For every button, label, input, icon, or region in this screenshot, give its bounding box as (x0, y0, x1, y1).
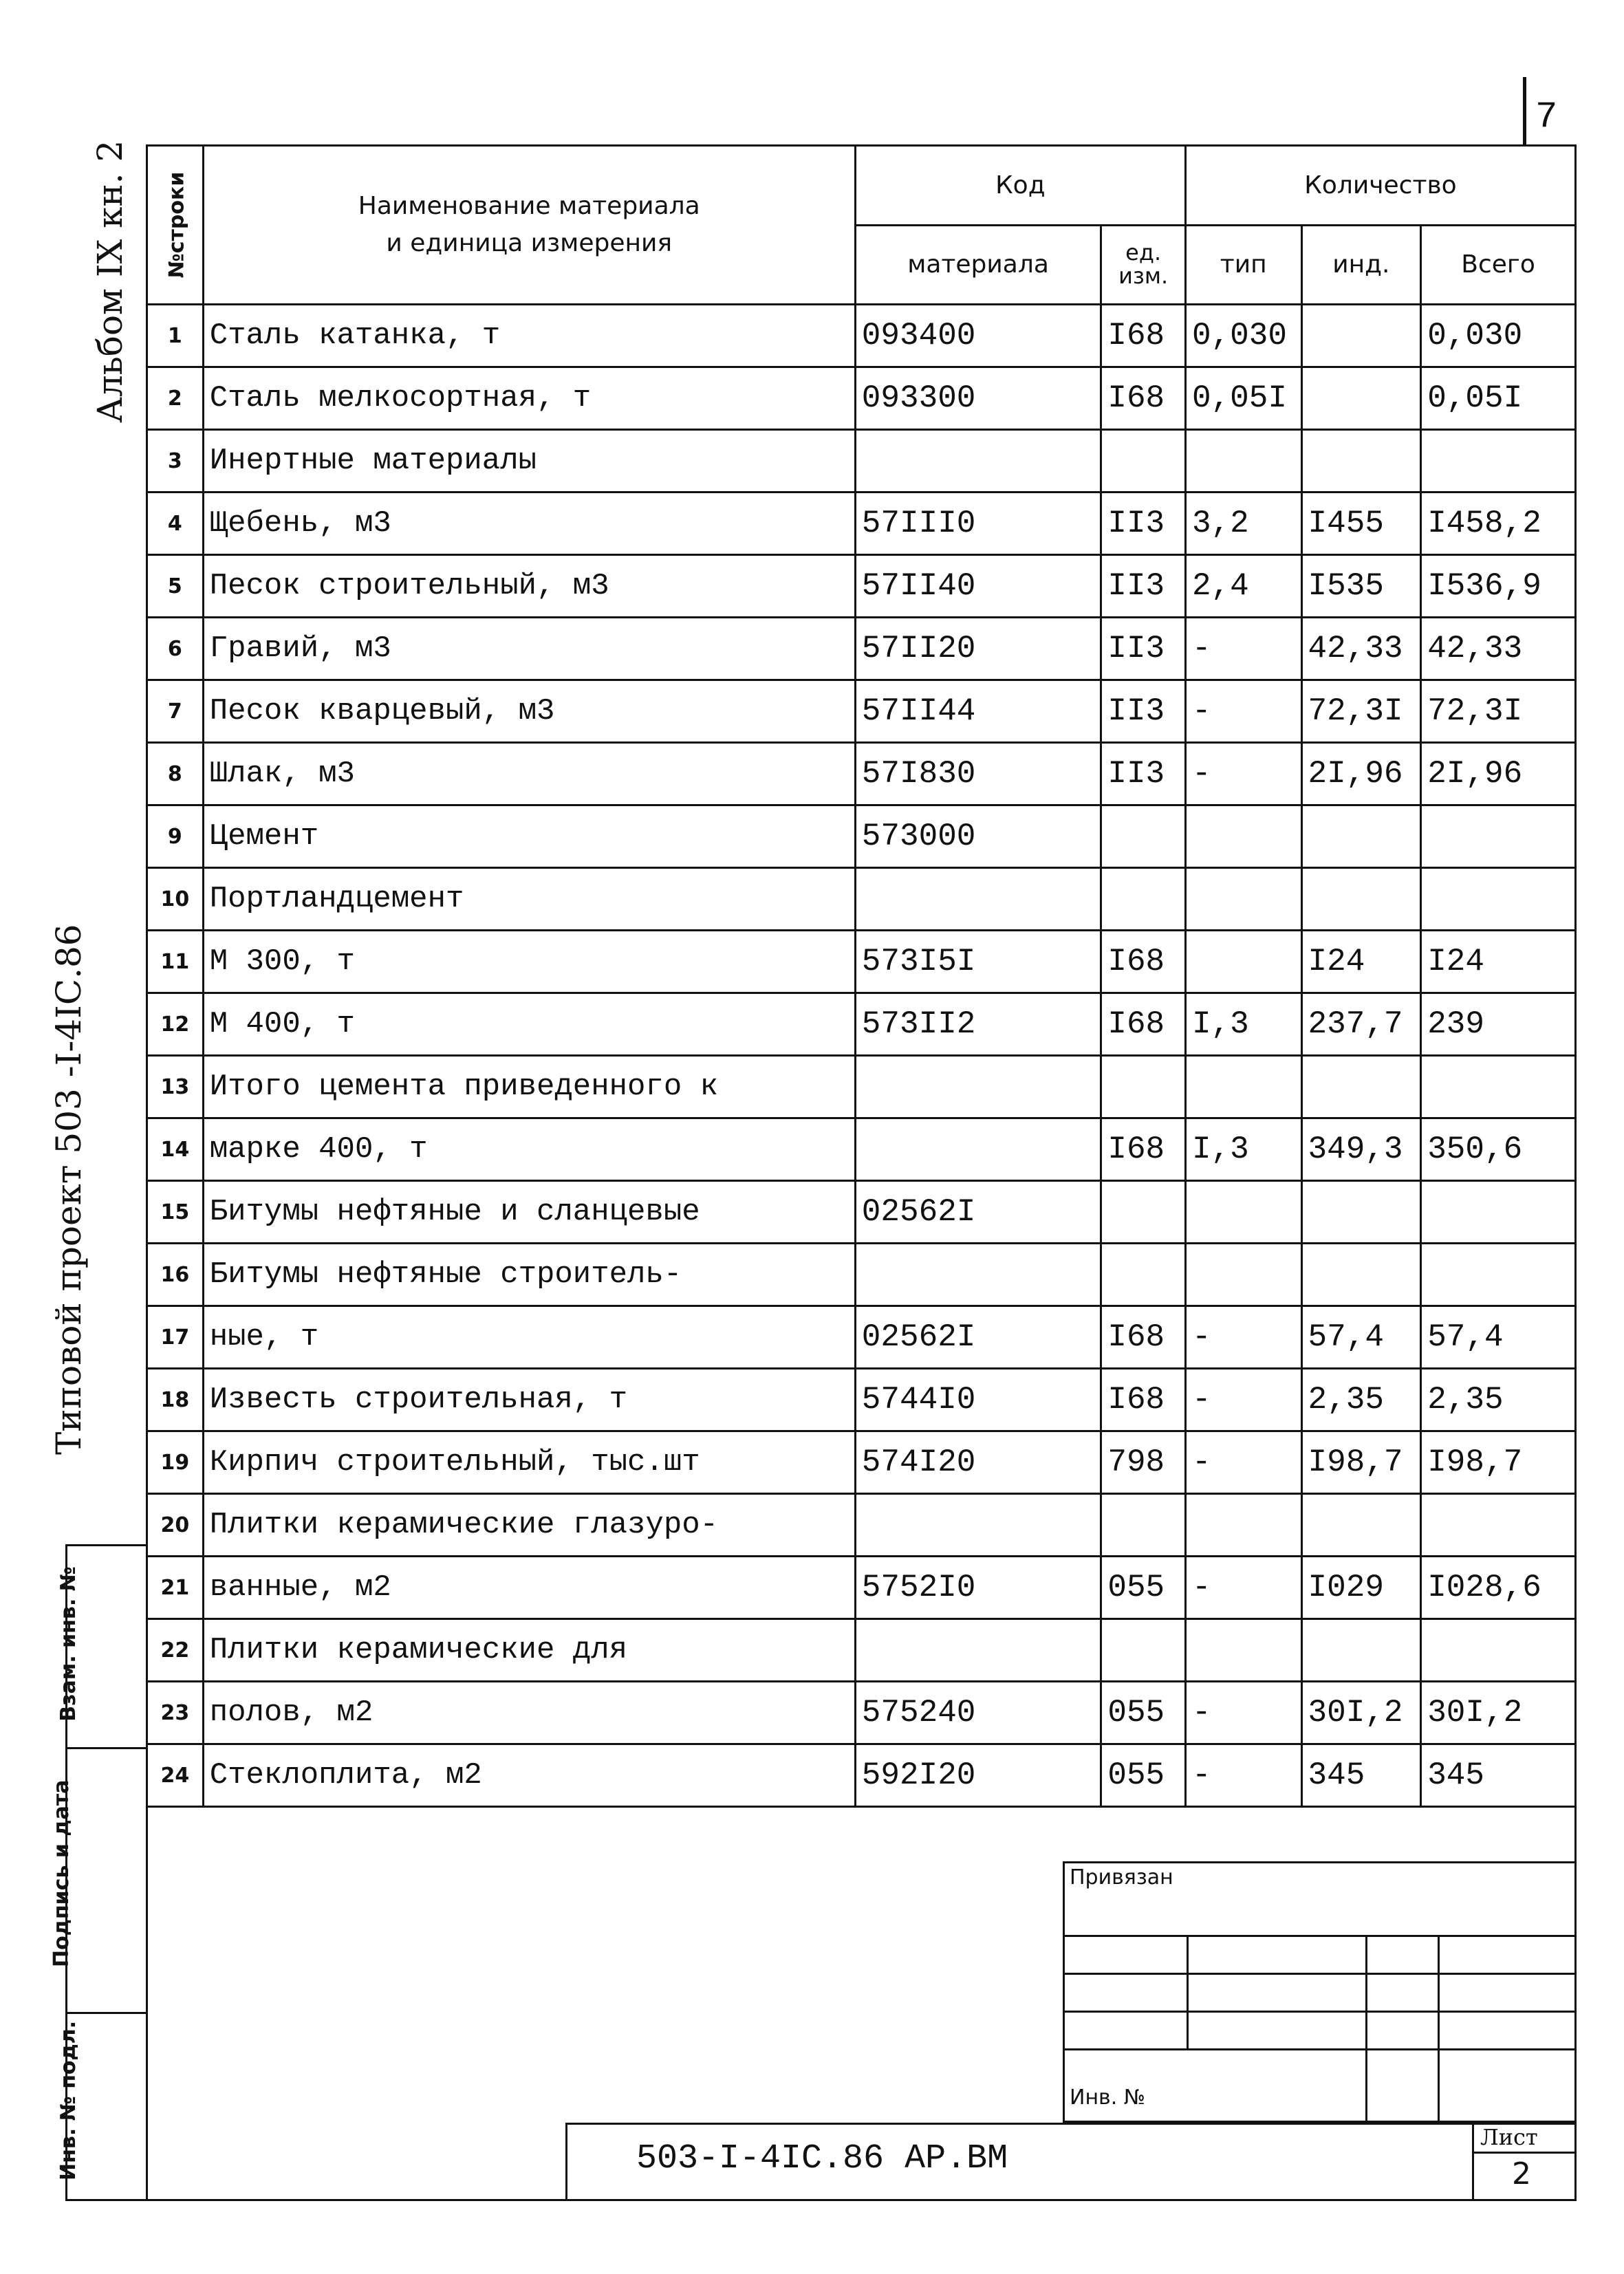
cell-n: 14 (147, 1118, 204, 1181)
table-row (147, 1369, 1576, 1431)
cell-name: М 400, т (203, 993, 855, 1056)
cell-unit: II3 (1101, 555, 1186, 618)
cell-unit (1101, 1619, 1186, 1682)
table-row (147, 1619, 1576, 1682)
cell-unit: I68 (1101, 1306, 1186, 1369)
cell-name: Сталь катанка, т (203, 305, 855, 367)
cell-tip: 3,2 (1185, 492, 1301, 555)
cell-n: 22 (147, 1619, 204, 1682)
cell-tip (1185, 1619, 1301, 1682)
cell-unit (1101, 1494, 1186, 1557)
cell-code: 57II44 (855, 680, 1101, 743)
stamp-divider-2 (65, 2012, 146, 2014)
cell-unit (1101, 868, 1186, 931)
cell-ind (1301, 1244, 1421, 1306)
sheet-label: Лист (1480, 2124, 1538, 2150)
cell-code: 573I5I (855, 931, 1101, 993)
cell-tip: - (1185, 1744, 1301, 1807)
inv-no-label: Инв. № (1070, 2086, 1146, 2110)
cell-tip (1185, 1181, 1301, 1244)
cell-code (855, 1056, 1101, 1118)
cell-ind: I535 (1301, 555, 1421, 618)
cell-n: 17 (147, 1306, 204, 1369)
table-row (147, 305, 1576, 367)
cell-tip: - (1185, 1682, 1301, 1744)
binding-vline-3 (1438, 1935, 1440, 2123)
cell-name: Известь строительная, т (203, 1369, 855, 1431)
page-number-rule (1523, 77, 1526, 146)
cell-name: полов, м2 (203, 1682, 855, 1744)
cell-tip (1185, 430, 1301, 492)
cell-total: I24 (1421, 931, 1576, 993)
cell-code (855, 1494, 1101, 1557)
cell-code (855, 430, 1101, 492)
cell-ind (1301, 430, 1421, 492)
cell-code: 093300 (855, 367, 1101, 430)
table-row (147, 680, 1576, 743)
cell-ind (1301, 868, 1421, 931)
binding-line-4 (1063, 2048, 1577, 2050)
cell-unit: II3 (1101, 743, 1186, 805)
cell-unit: I68 (1101, 993, 1186, 1056)
cell-total: 2,35 (1421, 1369, 1576, 1431)
cell-code: 57II20 (855, 618, 1101, 680)
table-row (147, 1557, 1576, 1619)
table-row (147, 1181, 1576, 1244)
cell-name: Битумы нефтяные строитель- (203, 1244, 855, 1306)
cell-ind: 237,7 (1301, 993, 1421, 1056)
stamp-inv-original: Инв. № подл. (56, 2020, 80, 2180)
cell-total (1421, 868, 1576, 931)
table-row (147, 993, 1576, 1056)
cell-code: 57I830 (855, 743, 1101, 805)
cell-ind (1301, 805, 1421, 868)
cell-total: I028,6 (1421, 1557, 1576, 1619)
cell-name: Гравий, м3 (203, 618, 855, 680)
cell-code: 57III0 (855, 492, 1101, 555)
cell-total: I458,2 (1421, 492, 1576, 555)
cell-tip: I,3 (1185, 1118, 1301, 1181)
cell-name: марке 400, т (203, 1118, 855, 1181)
cell-name: Песок строительный, м3 (203, 555, 855, 618)
cell-name: Шлак, м3 (203, 743, 855, 805)
cell-tip: I,3 (1185, 993, 1301, 1056)
cell-name: Сталь мелкосортная, т (203, 367, 855, 430)
cell-code: 093400 (855, 305, 1101, 367)
cell-code: 575240 (855, 1682, 1101, 1744)
cell-tip: - (1185, 1369, 1301, 1431)
cell-ind: 349,3 (1301, 1118, 1421, 1181)
cell-name: Битумы нефтяные и сланцевые (203, 1181, 855, 1244)
row-number-header (147, 146, 204, 305)
code-header: Код (855, 146, 1185, 226)
stamp-signature-date: Подпись и дата (50, 1779, 74, 1967)
cell-code (855, 1118, 1101, 1181)
frame-left (146, 1747, 148, 2201)
cell-name: Инертные материалы (203, 430, 855, 492)
cell-name: Плитки керамические для (203, 1619, 855, 1682)
binding-line-2 (1063, 1973, 1577, 1975)
code-material-header: материала (855, 225, 1101, 305)
cell-name: Стеклоплита, м2 (203, 1744, 855, 1807)
cell-total (1421, 1181, 1576, 1244)
binding-block (1063, 1861, 1577, 2123)
qty-total-header: Всего (1421, 225, 1576, 305)
cell-n: 12 (147, 993, 204, 1056)
cell-n: 3 (147, 430, 204, 492)
cell-n: 10 (147, 868, 204, 931)
cell-code: 573000 (855, 805, 1101, 868)
cell-total: 345 (1421, 1744, 1576, 1807)
album-label: Альбом IX кн. 2 (90, 140, 130, 423)
project-label: Типовой проект 503 -I-4IС.86 (49, 924, 89, 1455)
cell-code: 574I20 (855, 1431, 1101, 1494)
cell-n: 6 (147, 618, 204, 680)
cell-total: 30I,2 (1421, 1682, 1576, 1744)
binding-vline-1 (1187, 1935, 1189, 2050)
cell-unit: II3 (1101, 618, 1186, 680)
stamp-divider-1 (65, 1747, 146, 1749)
stamp-replace-inv: Взам. инв. № (56, 1566, 80, 1722)
cell-ind (1301, 367, 1421, 430)
cell-total: 42,33 (1421, 618, 1576, 680)
cell-tip: - (1185, 680, 1301, 743)
quantity-header: Количество (1185, 146, 1575, 226)
table-row (147, 1494, 1576, 1557)
cell-ind: I029 (1301, 1557, 1421, 1619)
cell-unit: II3 (1101, 492, 1186, 555)
cell-ind (1301, 1056, 1421, 1118)
cell-ind: 2I,96 (1301, 743, 1421, 805)
cell-ind: 30I,2 (1301, 1682, 1421, 1744)
cell-name: Плитки керамические глазуро- (203, 1494, 855, 1557)
cell-unit (1101, 1244, 1186, 1306)
cell-name: Портландцемент (203, 868, 855, 931)
cell-code: 5752I0 (855, 1557, 1101, 1619)
cell-tip (1185, 1056, 1301, 1118)
table-row (147, 1431, 1576, 1494)
table-row (147, 1744, 1576, 1807)
cell-total (1421, 430, 1576, 492)
cell-n: 18 (147, 1369, 204, 1431)
cell-total: 57,4 (1421, 1306, 1576, 1369)
cell-unit: 798 (1101, 1431, 1186, 1494)
materials-table (146, 144, 1577, 1808)
table-row (147, 1682, 1576, 1744)
cell-total: I536,9 (1421, 555, 1576, 618)
cell-unit: I68 (1101, 367, 1186, 430)
cell-ind: 42,33 (1301, 618, 1421, 680)
cell-code (855, 1244, 1101, 1306)
page-number: 7 (1535, 96, 1558, 138)
cell-n: 23 (147, 1682, 204, 1744)
table-row (147, 931, 1576, 993)
cell-ind: 345 (1301, 1744, 1421, 1807)
cell-n: 16 (147, 1244, 204, 1306)
cell-ind (1301, 1494, 1421, 1557)
cell-n: 4 (147, 492, 204, 555)
cell-name: М 300, т (203, 931, 855, 993)
table-row (147, 430, 1576, 492)
cell-tip (1185, 931, 1301, 993)
cell-tip: 0,05I (1185, 367, 1301, 430)
cell-unit: II3 (1101, 680, 1186, 743)
table-row (147, 1118, 1576, 1181)
cell-ind: I455 (1301, 492, 1421, 555)
cell-unit: I68 (1101, 1369, 1186, 1431)
cell-n: 15 (147, 1181, 204, 1244)
table-row (147, 868, 1576, 931)
cell-n: 19 (147, 1431, 204, 1494)
stamp-column-bottom (65, 2199, 146, 2201)
row-number-header-text: №строки (164, 171, 189, 279)
table-row (147, 1056, 1576, 1118)
cell-tip (1185, 1494, 1301, 1557)
cell-code: 592I20 (855, 1744, 1101, 1807)
cell-unit (1101, 430, 1186, 492)
cell-total (1421, 1619, 1576, 1682)
table-row (147, 555, 1576, 618)
cell-n: 11 (147, 931, 204, 993)
cell-n: 5 (147, 555, 204, 618)
cell-code (855, 868, 1101, 931)
cell-unit: I68 (1101, 1118, 1186, 1181)
cell-code: 5744I0 (855, 1369, 1101, 1431)
cell-n: 2 (147, 367, 204, 430)
cell-total: 239 (1421, 993, 1576, 1056)
sheet-number: 2 (1512, 2156, 1531, 2191)
cell-code: 573II2 (855, 993, 1101, 1056)
cell-name: Кирпич строительный, тыс.шт (203, 1431, 855, 1494)
cell-total: 0,030 (1421, 305, 1576, 367)
cell-n: 13 (147, 1056, 204, 1118)
cell-unit: 055 (1101, 1682, 1186, 1744)
binding-line-1 (1063, 1935, 1577, 1937)
cell-unit: I68 (1101, 931, 1186, 993)
cell-unit (1101, 1056, 1186, 1118)
table-row (147, 367, 1576, 430)
binding-vline-2 (1365, 1935, 1367, 2123)
binding-label: Привязан (1070, 1865, 1173, 1889)
cell-name: Песок кварцевый, м3 (203, 680, 855, 743)
cell-total (1421, 1056, 1576, 1118)
cell-unit: 055 (1101, 1744, 1186, 1807)
cell-total (1421, 1494, 1576, 1557)
sheet-divider (1472, 2152, 1577, 2154)
cell-unit (1101, 805, 1186, 868)
cell-n: 24 (147, 1744, 204, 1807)
cell-ind: 57,4 (1301, 1306, 1421, 1369)
table-row (147, 1244, 1576, 1306)
table-row (147, 805, 1576, 868)
cell-ind: 72,3I (1301, 680, 1421, 743)
cell-tip: - (1185, 618, 1301, 680)
table-row (147, 618, 1576, 680)
cell-tip: - (1185, 1431, 1301, 1494)
cell-name: Цемент (203, 805, 855, 868)
cell-code: 02562I (855, 1306, 1101, 1369)
cell-n: 1 (147, 305, 204, 367)
cell-unit: I68 (1101, 305, 1186, 367)
qty-tip-header: тип (1185, 225, 1301, 305)
cell-name: Щебень, м3 (203, 492, 855, 555)
cell-total: 2I,96 (1421, 743, 1576, 805)
cell-total: 350,6 (1421, 1118, 1576, 1181)
cell-tip: 2,4 (1185, 555, 1301, 618)
cell-n: 8 (147, 743, 204, 805)
cell-ind: I24 (1301, 931, 1421, 993)
qty-ind-header: инд. (1301, 225, 1421, 305)
cell-n: 9 (147, 805, 204, 868)
cell-tip (1185, 868, 1301, 931)
table-row (147, 492, 1576, 555)
cell-name: Итого цемента приведенного к (203, 1056, 855, 1118)
cell-total (1421, 1244, 1576, 1306)
title-block-divider (1472, 2123, 1474, 2201)
cell-n: 20 (147, 1494, 204, 1557)
cell-name: ные, т (203, 1306, 855, 1369)
cell-ind: I98,7 (1301, 1431, 1421, 1494)
cell-tip (1185, 805, 1301, 868)
cell-total: I98,7 (1421, 1431, 1576, 1494)
cell-code: 57II40 (855, 555, 1101, 618)
stamp-column-top (65, 1544, 146, 1546)
table-row (147, 743, 1576, 805)
cell-ind (1301, 305, 1421, 367)
cell-n: 21 (147, 1557, 204, 1619)
cell-total: 72,3I (1421, 680, 1576, 743)
cell-ind: 2,35 (1301, 1369, 1421, 1431)
cell-tip (1185, 1244, 1301, 1306)
table-row (147, 1306, 1576, 1369)
cell-total (1421, 805, 1576, 868)
cell-ind (1301, 1181, 1421, 1244)
binding-line-3 (1063, 2011, 1577, 2013)
cell-code: 02562I (855, 1181, 1101, 1244)
cell-tip: - (1185, 1557, 1301, 1619)
cell-total: 0,05I (1421, 367, 1576, 430)
cell-tip: - (1185, 1306, 1301, 1369)
code-unit-header: ед. изм. (1101, 225, 1186, 305)
cell-unit: 055 (1101, 1557, 1186, 1619)
cell-code (855, 1619, 1101, 1682)
cell-n: 7 (147, 680, 204, 743)
cell-ind (1301, 1619, 1421, 1682)
name-header: Наименование материала и единица измерения (203, 146, 855, 305)
document-code: 503-I-4IС.86 АР.ВМ (636, 2139, 1008, 2178)
cell-unit (1101, 1181, 1186, 1244)
cell-name: ванные, м2 (203, 1557, 855, 1619)
cell-tip: 0,030 (1185, 305, 1301, 367)
cell-tip: - (1185, 743, 1301, 805)
